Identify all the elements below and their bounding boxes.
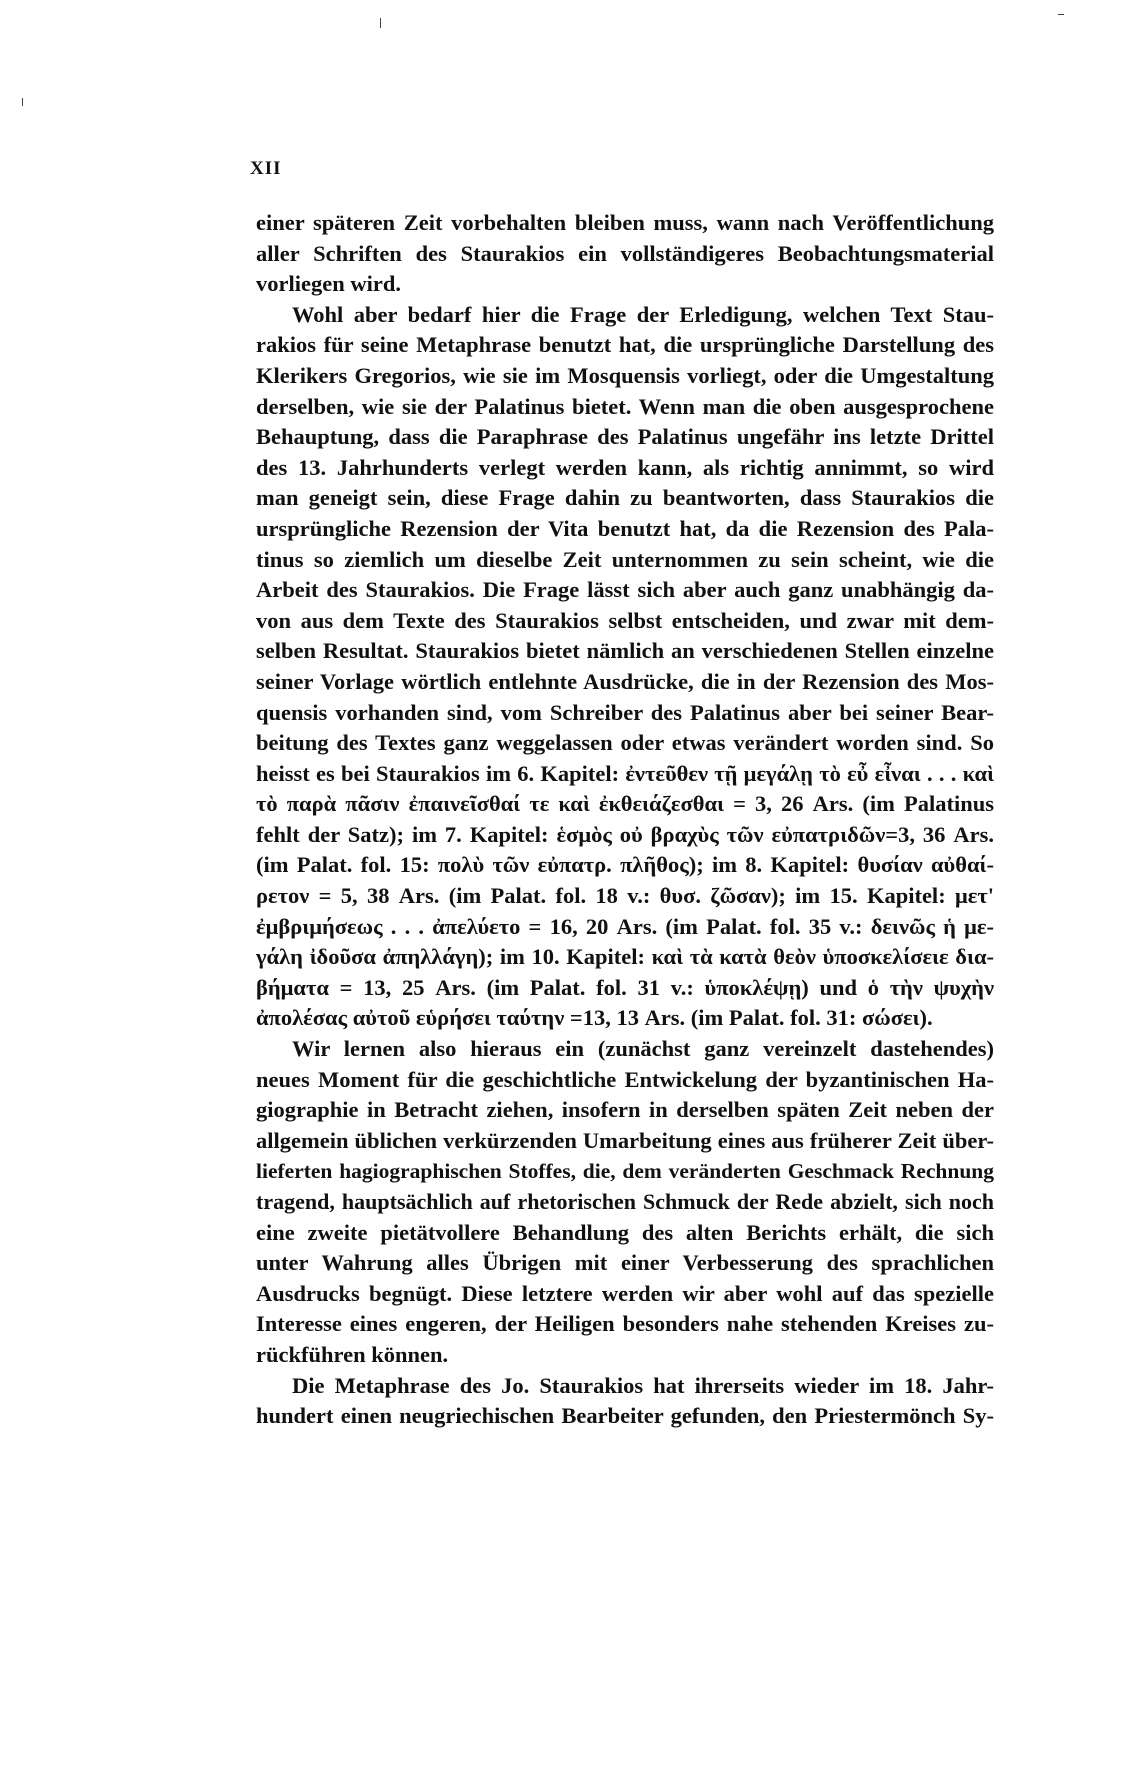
text-line: rückführen können. xyxy=(256,1341,449,1367)
text-line: ρετον = 5, 38 Ars. (im Palat. fol. 18 v.: θυσ. ζῶσαν); im 15. Kapitel: μετ' xyxy=(256,883,994,909)
text-line: Behauptung, dass die Paraphrase des Palatinus ungefähr ins letzte Drittel xyxy=(256,424,994,450)
text-line: heisst es bei Staurakios im 6. Kapitel: ἐντεῦθεν τῇ μεγάλῃ τὸ εὖ εἶναι . . . καὶ xyxy=(256,760,994,786)
text-line: βήματα = 13, 25 Ars. (im Palat. fol. 31 v.: ὑποκλέψῃ) und ὁ τὴν ψυχὴν xyxy=(256,974,994,1000)
text-line: unter Wahrung alles Übrigen mit einer Verbesserung des sprachlichen xyxy=(256,1250,994,1276)
text-line: einer späteren Zeit vorbehalten bleiben muss, wann nach Veröffentlichung xyxy=(256,210,994,235)
text-line: seiner Vorlage wörtlich entlehnte Ausdrücke, die in der Rezension des Mos- xyxy=(256,668,994,694)
scan-mark xyxy=(380,18,381,28)
text-line: vorliegen wird. xyxy=(256,271,401,297)
text-line: hundert einen neugriechischen Bearbeiter gefunden, den Priestermönch Sy- xyxy=(256,1403,994,1429)
scan-mark xyxy=(1058,14,1064,15)
text-line: man geneigt sein, diese Frage dahin zu beantworten, dass Staurakios die xyxy=(256,485,994,511)
text-line: fehlt der Satz); im 7. Kapitel: ἑσμὸς οὐ βραχὺς τῶν εὐπατριδῶν=3, 36 Ars. xyxy=(256,821,994,847)
text-line: des 13. Jahrhunderts verlegt werden kann, als richtig annimmt, so wird xyxy=(256,454,994,480)
text-line: rakios für seine Metaphrase benutzt hat, die ursprüngliche Darstellung des xyxy=(256,332,994,358)
text-line: neues Moment für die geschichtliche Entwickelung der byzantinischen Ha- xyxy=(256,1066,994,1092)
text-line: Interesse eines engeren, der Heiligen besonders nahe stehenden Kreises zu- xyxy=(256,1311,994,1337)
text-line: Arbeit des Staurakios. Die Frage lässt sich aber auch ganz unabhängig da- xyxy=(256,577,994,603)
text-line: τὸ παρὰ πᾶσιν ἐπαινεῖσθαί τε καὶ ἐκθειάζεσθαι = 3, 26 Ars. (im Palatinus xyxy=(256,791,994,817)
text-line: selben Resultat. Staurakios bietet nämlich an verschiedenen Stellen einzelne xyxy=(256,638,994,664)
text-line: Wohl aber bedarf hier die Frage der Erledigung, welchen Text Stau- xyxy=(292,301,994,327)
text-line: lieferten hagiographischen Stoffes, die, dem veränderten Geschmack Rechnung xyxy=(256,1159,994,1184)
text-line: von aus dem Texte des Staurakios selbst entscheiden, und zwar mit dem- xyxy=(256,607,994,633)
text-line: Wir lernen also hieraus ein (zunächst ganz vereinzelt dastehendes) xyxy=(292,1036,994,1062)
text-line: ἐμβριμήσεως . . . ἀπελύετο = 16, 20 Ars. (im Palat. fol. 35 v.: δεινῶς ἡ με- xyxy=(256,913,994,939)
text-line: beitung des Textes ganz weggelassen oder etwas verändert worden sind. So xyxy=(256,730,994,756)
text-line: giographie in Betracht ziehen, insofern in derselben späten Zeit neben der xyxy=(256,1097,994,1123)
text-line: ἀπολέσας αὐτοῦ εὑρήσει ταύτην =13, 13 Ars. (im Palat. fol. 31: σώσει). xyxy=(256,1005,933,1031)
text-line: Die Metaphrase des Jo. Staurakios hat ihrerseits wieder im 18. Jahr- xyxy=(292,1372,994,1398)
body-text xyxy=(256,208,994,1432)
text-line: ursprüngliche Rezension der Vita benutzt hat, da die Rezension des Pala- xyxy=(256,515,994,541)
text-line: tragend, hauptsächlich auf rhetorischen Schmuck der Rede abzielt, sich noch xyxy=(256,1189,994,1214)
text-line: Ausdrucks begnügt. Diese letztere werden wir aber wohl auf das spezielle xyxy=(256,1280,994,1306)
text-line: (im Palat. fol. 15: πολὺ τῶν εὐπατρ. πλῆθος); im 8. Kapitel: θυσίαν αὐθαί- xyxy=(256,852,994,878)
text-line: allgemein üblichen verkürzenden Umarbeitung eines aus früherer Zeit über- xyxy=(256,1127,994,1153)
page-number: XII xyxy=(250,158,282,179)
text-line: γάλη ἰδοῦσα ἀπηλλάγη); im 10. Kapitel: καὶ τὰ κατὰ θεὸν ὑποσκελίσειε δια- xyxy=(256,944,994,970)
text-line: derselben, wie sie der Palatinus bietet. Wenn man die oben ausgesprochene xyxy=(256,393,994,419)
text-line: eine zweite pietätvollere Behandlung des alten Berichts erhält, die sich xyxy=(256,1219,994,1245)
text-line: aller Schriften des Staurakios ein vollständigeres Beobachtungsmaterial xyxy=(256,240,994,266)
text-line: Klerikers Gregorios, wie sie im Mosquensis vorliegt, oder die Umgestaltung xyxy=(256,362,994,388)
scan-mark xyxy=(22,98,23,106)
text-line: quensis vorhanden sind, vom Schreiber des Palatinus aber bei seiner Bear- xyxy=(256,699,994,725)
text-line: tinus so ziemlich um dieselbe Zeit unternommen zu sein scheint, wie die xyxy=(256,546,994,572)
